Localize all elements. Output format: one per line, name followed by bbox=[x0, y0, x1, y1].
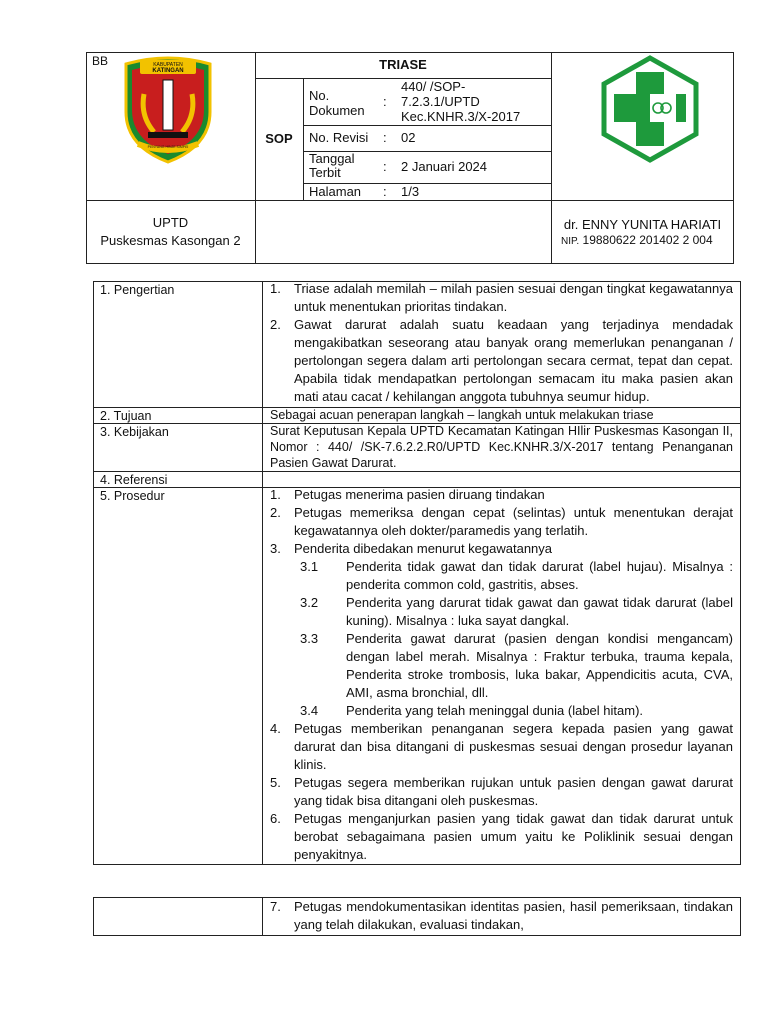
tujuan-text: Sebagai acuan penerapan langkah – langkah untuk melakukan triase bbox=[270, 408, 654, 422]
divider bbox=[551, 52, 552, 264]
divider bbox=[303, 78, 304, 200]
list-item: 5. Petugas segera memberikan rujukan untuk pasien dengan gawat darurat yang tidak bisa ditangani oleh puskesmas. bbox=[270, 775, 733, 808]
list-item: 4. Petugas memberikan penanganan segera kepada pasien yang gawat darurat dan bisa ditangani di puskesmas sesuai dengan prosedur layanan klinis. bbox=[270, 721, 733, 772]
divider bbox=[262, 897, 263, 936]
list-item: 2. Petugas memeriksa dengan cepat (selintas) untuk menentukan derajat kegawatannya oleh dokter/paramedis yang terlatih. bbox=[270, 505, 733, 538]
puskesmas-cross-logo-icon bbox=[596, 54, 704, 164]
list-item: 1. Petugas menerima pasien diruang tindakan bbox=[270, 487, 545, 502]
kebijakan-text: Surat Keputusan Kepala UPTD Kecamatan Katingan HIlir Puskesmas Kasongan II, Nomor : 440/ /SK-7.6.2.2.R0/UPTD Kec.KNHR.3/X-2017 tentang Penanganan Pasien Gawat Darurat. bbox=[270, 424, 733, 470]
revision-number: 02 bbox=[401, 130, 416, 145]
issue-date: 2 Januari 2024 bbox=[401, 159, 488, 174]
org-line1: UPTD bbox=[152, 215, 189, 230]
section-label-tujuan: 2. Tujuan bbox=[100, 409, 152, 423]
document-title: TRIASE bbox=[379, 57, 427, 72]
sub-list-item: 3.4 Penderita yang telah meninggal dunia (label hitam). bbox=[300, 703, 644, 718]
divider bbox=[303, 125, 551, 126]
sub-list-item: 3.1 Penderita tidak gawat dan tidak darurat (label hujau). Misalnya : penderita common cold, gastritis, abses. bbox=[300, 559, 733, 592]
nip-value: 19880622 201402 2 004 bbox=[582, 233, 713, 247]
sub-list-item: 3.3 Penderita gawat darurat (pasien dengan kondisi mengancam) dengan label merah. Misalnya : Fraktur terbuka, trauma kepala, Penderita stroke trombosis, luka bakar, Appendicitis acuta, CVA, AMI, asma bronchial, dll. bbox=[300, 631, 733, 700]
section-label-kebijakan: 3. Kebijakan bbox=[100, 425, 169, 439]
kabupaten-katingan-crest-icon bbox=[118, 54, 218, 164]
row-label: Tanggal Terbit bbox=[309, 151, 355, 180]
section-label-referensi: 4. Referensi bbox=[100, 473, 168, 487]
row-label: No. Dokumen bbox=[309, 88, 365, 118]
sop-label: SOP bbox=[265, 131, 293, 146]
row-label: Halaman bbox=[309, 184, 362, 199]
section-label-pengertian: 1. Pengertian bbox=[100, 283, 175, 297]
list-item: 7. Petugas mendokumentasikan identitas pasien, hasil pemeriksaan, tindakan yang telah dilakukan, evaluasi tindakan, bbox=[270, 899, 733, 932]
signer-name: dr. ENNY YUNITA HARIATI bbox=[563, 217, 722, 232]
org-line2: Puskesmas Kasongan 2 bbox=[100, 233, 241, 248]
row-colon: : bbox=[383, 184, 387, 199]
row-label: No. Revisi bbox=[309, 130, 369, 145]
list-item: 3. Penderita dibedakan menurut kegawatannya bbox=[270, 541, 553, 556]
nip-label: NIP. bbox=[561, 236, 580, 247]
prosedur-list bbox=[270, 486, 733, 864]
divider bbox=[262, 281, 263, 865]
pengertian-list bbox=[270, 280, 733, 406]
row-colon: : bbox=[383, 94, 387, 109]
crest-top-text: KABUPATEN bbox=[153, 62, 183, 68]
section-label-prosedur: 5. Prosedur bbox=[100, 489, 165, 503]
crest-name-text: KATINGAN bbox=[152, 68, 184, 74]
list-item: 1. Triase adalah memilah – milah pasien sesuai dengan tingkat kegawatannya untuk menentukan prioritas tindakan. bbox=[270, 281, 733, 314]
corner-code: BB bbox=[92, 54, 109, 68]
list-item: 2. Gawat darurat adalah suatu keadaan yang terjadinya mendadak mengakibatkan seseorang atau banyak orang memerlukan penanganan / pertolongan segera dalam arti pertolongan secara cermat, tepat dan cepat. Apabila tidak mendapatkan pertolongan semacam itu maka pasien akan mati atau cacat / kehilangan anggota tubuhnya seumur hidup. bbox=[270, 317, 733, 404]
divider bbox=[86, 200, 734, 201]
row-colon: : bbox=[383, 130, 387, 145]
page-number: 1/3 bbox=[401, 184, 420, 199]
signer-nip bbox=[561, 233, 713, 249]
sub-list-item: 3.2 Penderita yang darurat tidak gawat dan gawat tidak darurat (label kuning). Misalnya : luka sayat dangkal. bbox=[300, 595, 733, 628]
list-item: 6. Petugas menganjurkan pasien yang tidak gawat dan tidak darurat untuk berobat sebagaimana pasien umum yaitu ke Poliklinik sesuai dengan penyakitnya. bbox=[270, 811, 733, 862]
crest-motto-text: PENYANG HINJE SIMPEI bbox=[147, 145, 189, 149]
document-number: 440/ /SOP-7.2.3.1/UPTD Kec.KNHR.3/X-2017 bbox=[401, 79, 521, 124]
continuation-list bbox=[270, 898, 733, 934]
divider bbox=[255, 52, 256, 264]
row-colon: : bbox=[383, 159, 387, 174]
divider bbox=[93, 471, 741, 472]
